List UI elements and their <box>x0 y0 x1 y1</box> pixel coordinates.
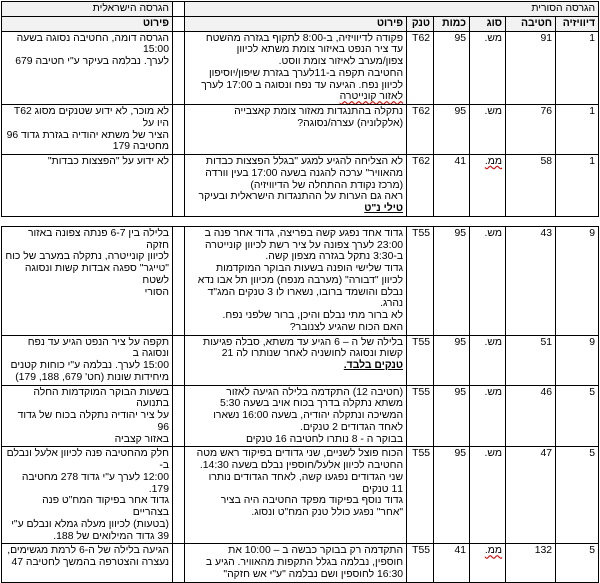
quantity-cell: 41 <box>434 544 470 582</box>
syrian-detail-cell <box>185 226 407 335</box>
column-gap <box>173 335 185 385</box>
detail-line: נבלם והושמד ברובו, נשארו לו 3 טנקים המג"ד <box>207 286 404 298</box>
syrian-detail-cell <box>185 105 407 155</box>
brigade-cell: 132 <box>506 544 556 582</box>
division-header: דיוויזיה <box>556 16 599 31</box>
division-cell: 5 <box>556 544 599 582</box>
detail-line: (מרכז נקודת ההתחלה של הדיוויזיה) <box>250 179 404 191</box>
table-row <box>2 31 599 105</box>
detail-line: (חטיבה 12) התקדמה בלילה הגיעה לאזור <box>226 386 404 398</box>
table-row <box>2 335 599 385</box>
detail-line: 11 טנקים <box>362 483 404 495</box>
table-row <box>2 155 599 217</box>
detail-line: גדוד אחד נפגע קשה בפריצה, גדוד אחר פנה ב <box>204 227 404 239</box>
tank-header: טנק <box>407 16 434 31</box>
type-cell: ממ. <box>470 544 506 582</box>
detail-line: לאחד הגדודים 2 טנקים. <box>300 421 404 433</box>
syrian-detail-cell <box>185 155 407 217</box>
column-header-row <box>2 16 599 31</box>
detail-line: 23:00 לערך צפונה על ציר רשת לכיוון קונייטרה <box>205 239 404 251</box>
detail-line: צפון/מערב לאיזור צומת ווסט. <box>278 56 404 67</box>
detail-line: גדוד שלישי הופנה בשעות הבוקר המוקדמות <box>215 263 404 274</box>
division-cell: 5 <box>556 385 599 447</box>
table-row <box>2 105 599 155</box>
detail-line: הסורי <box>144 286 169 298</box>
column-gap <box>173 544 185 582</box>
detail-line: על ציר יהודיה נתקלה בכוח של גדוד 96 <box>17 410 169 433</box>
detail-line: לא ברור מתי נבלם והיכן, ברור שלפני נפח. <box>222 310 404 321</box>
brigade-cell: 58 <box>506 155 556 217</box>
detail-line: לערך. נבלמה בעיקר ע"י חטיבה 679 <box>15 56 169 67</box>
division-cell: 1 <box>556 155 599 217</box>
brigade-cell: 46 <box>506 385 556 447</box>
syrian-detail-cell <box>185 31 407 105</box>
column-gap <box>173 385 185 447</box>
brigade-cell: 76 <box>506 105 556 155</box>
tank-cell: T55 <box>407 226 434 335</box>
column-gap <box>173 2 185 17</box>
detail-line: לאזור קונייטרה <box>339 91 404 103</box>
tank-cell: T55 <box>407 447 434 544</box>
detail-line: חלק מהחטיבה פנה לכיוון אלעל ונבלם ב- <box>6 448 169 471</box>
column-gap <box>173 105 185 155</box>
type-cell: מש. <box>470 385 506 447</box>
tank-cell: T62 <box>407 105 434 155</box>
syrian-detail-cell <box>185 385 407 447</box>
detail-line: 12:00 לערך ע"י גדוד 278 מחטיבה 179. <box>21 471 169 495</box>
israeli-detail-cell <box>2 105 173 155</box>
type-cell: מש. <box>470 31 506 105</box>
brigade-cell: 47 <box>506 447 556 544</box>
group-header-row <box>2 2 599 17</box>
detail-line: "טייגר" ספגה אבדות קשות ונסוגה לשטח <box>24 263 169 286</box>
detail-line: מחטיבה 179 <box>112 141 169 153</box>
detail-line: לא ידוע על "הפצצות כבדות" <box>47 156 169 167</box>
division-cell: 9 <box>556 335 599 385</box>
detail-line: מהאוויר" ערכה להגנה בשעה 17:00 בעין וורדה <box>205 167 404 179</box>
detail-line: תקפה על ציר הנפט הגיע עד נפח ונסוגה ב <box>27 336 169 360</box>
tank-cell: T62 <box>407 155 434 217</box>
column-gap <box>173 31 185 105</box>
detail-line: לכיוון נפח. הגיעה עד נפח ונסוגה ב 17:00 לערך <box>201 79 404 91</box>
syrian-detail-cell <box>185 447 407 544</box>
syrian-detail-cell <box>185 544 407 582</box>
israeli-detail-cell <box>2 31 173 105</box>
detail-line: בלילה בין 6-7 פנתה צפונה באזור חזקה <box>28 227 169 251</box>
quantity-cell: 95 <box>434 335 470 385</box>
table-row <box>2 447 599 544</box>
column-gap <box>173 447 185 544</box>
detail-line: (בטעות) לכיוון מעלה גמלא ונבלם ע"י <box>11 518 169 530</box>
column-gap <box>173 16 185 31</box>
quantity-cell: 95 <box>434 105 470 155</box>
detail-line: בלילה של ה – 6 הגיע עד משתא, סבלה פגיעות <box>203 336 404 348</box>
israeli-detail-cell <box>2 544 173 582</box>
detail-line: טילי נ"ט <box>364 203 404 214</box>
division-cell: 1 <box>556 105 599 155</box>
table-row <box>2 544 599 582</box>
israeli-detail-cell <box>2 226 173 335</box>
type-cell: מש. <box>470 226 506 335</box>
detail-line: באזור קצביה <box>114 433 169 445</box>
quantity-cell: 41 <box>434 155 470 217</box>
tank-cell: T55 <box>407 385 434 447</box>
detail-line: לכיוון "דבורה" (מערבה מנפח) מכיוון תל אבו נדא <box>197 274 404 286</box>
detail-line: שני הגדודים נפגעו קשה, לאחד הגדודים נותרו <box>208 471 404 483</box>
type-cell: מש. <box>470 105 506 155</box>
detail-line: נתקלה בהתנגדות מאזור צומת קאצבייה <box>234 106 404 117</box>
division-cell: 1 <box>556 31 599 105</box>
detail-line: 39 גדוד המילואים של 188. <box>53 530 169 542</box>
detail-line: קשות ונסוגה לחושניה לאחר שנותרו לה 21 <box>221 348 404 360</box>
syrian-detail-header: פירוט <box>185 16 407 31</box>
quantity-cell: 95 <box>434 226 470 335</box>
brigade-cell: 51 <box>506 335 556 385</box>
brigade-cell: 43 <box>506 226 556 335</box>
table-row <box>2 385 599 447</box>
detail-line: לכיוון קונייטרה, נתקלה במערב של כוח <box>5 251 169 263</box>
detail-line: לא הצליחה להגיע למגע "בגלל הפצצות כבדות <box>205 156 404 167</box>
detail-line: בבוקר ה - 8 נותרו לחטיבה 16 טנקים <box>245 433 404 445</box>
division-cell: 9 <box>556 226 599 335</box>
quantity-cell: 95 <box>434 31 470 105</box>
detail-line: נהרג. <box>380 298 404 310</box>
detail-line: טנקים בלבד. <box>343 360 404 371</box>
syrian-detail-cell <box>185 335 407 385</box>
column-gap <box>173 226 185 335</box>
detail-line: האם הכוח שהגיע לצנובר? <box>289 321 404 333</box>
detail-line: גדוד אחר בפיקוד המח"ט פנה בצהריים <box>42 495 169 518</box>
tank-cell: T62 <box>407 31 434 105</box>
israeli-version-header: הגרסה הישראלית <box>2 2 173 17</box>
type-cell: ממ. <box>470 155 506 217</box>
detail-line: ראה גם הערות על ההתנגדות הישראלית ובעיקר <box>198 191 404 203</box>
detail-line: ב-3:30 נתקל בגזרה מצפון קשה. <box>265 251 404 263</box>
tank-cell: T55 <box>407 544 434 582</box>
detail-line: (אלקלוניה) עצרה/נסוגה? <box>297 117 404 129</box>
detail-line: הציר של משתא יהודיה בגזרת גדוד 96 <box>6 129 169 141</box>
quantity-cell: 95 <box>434 447 470 544</box>
detail-line: נעצרה והצטרפה בהמשך לחטיבה 47 <box>11 557 169 568</box>
israeli-detail-cell <box>2 447 173 544</box>
detail-line: גדוד נוסף בפיקוד מפקד החטיבה היה בציר <box>220 495 404 507</box>
detail-line: 15:00 לערך. נבלמה ע"י כוחות קטנים <box>10 360 169 371</box>
israeli-detail-cell <box>2 155 173 217</box>
israeli-detail-cell <box>2 385 173 447</box>
comparison-table <box>1 1 599 583</box>
detail-line: החטיבה תקפה ב-11לערך בגזרת שיפון/יוסיפון <box>208 67 404 79</box>
detail-line: חוספין, נבלמה בגלל התקפות מהאוויר. הגיע ב <box>205 557 404 568</box>
quantity-cell: 95 <box>434 385 470 447</box>
detail-line: עד ציר הנפט באיזור צומת משתא לכיוון <box>236 44 404 56</box>
detail-line: מיחידות שונות (חט' 679, 188, 179) <box>15 371 169 383</box>
detail-line: המשיכה ונתקלה יהודיה, בשעה 16:00 נשארו <box>213 410 404 421</box>
israeli-detail-cell <box>2 335 173 385</box>
type-cell: מש. <box>470 447 506 544</box>
quantity-header: כמות <box>434 16 470 31</box>
brigade-header: חטיבה <box>506 16 556 31</box>
tank-cell: T55 <box>407 335 434 385</box>
type-header: סוג <box>470 16 506 31</box>
detail-line: התקדמה רק בבוקר כבשה ב – 10:00 את <box>228 545 404 557</box>
syrian-version-header: הגרסה הסורית <box>185 2 599 17</box>
table-row <box>2 226 599 335</box>
brigade-cell: 91 <box>506 31 556 105</box>
detail-line: 16:30 לחוספין ושם נבלמה "ע"י אש חזקה" <box>223 568 404 580</box>
detail-line: החטיבה לכיוון אלעל/חוספין נבלם בשעה 14:30. <box>199 460 404 471</box>
detail-line: "אחר" נפגע כולל טנק המח"ט ונסוג. <box>251 507 404 518</box>
detail-line: הגיעה בלילה של ה-6 לרמת מגשימים, <box>7 545 169 557</box>
detail-line: הכוח פוצל לשניים, שני גדודים בפיקוד ראש מטה <box>196 448 404 460</box>
column-gap <box>173 155 185 217</box>
detail-line: משתא נתקלה בדרך בכוח אויב בשעה 5:30 <box>220 398 404 410</box>
israeli-detail-header: פירוט <box>2 16 173 31</box>
type-cell: מש. <box>470 335 506 385</box>
detail-line: לא מוכר, לא ידוע שטנקים מסוג T62 היו על <box>13 106 169 129</box>
detail-line: בשעות הבוקר המוקדמות החלה בתנועה <box>33 386 169 410</box>
detail-line: פקודה לדיוויזיה, ב-8:00 לתקוף בגזרה מהשטח <box>205 32 404 44</box>
section-spacer <box>2 216 599 226</box>
detail-line: הגרסה דומה, החטיבה נסוגה בשעה 15:00 <box>16 32 169 56</box>
division-cell: 5 <box>556 447 599 544</box>
